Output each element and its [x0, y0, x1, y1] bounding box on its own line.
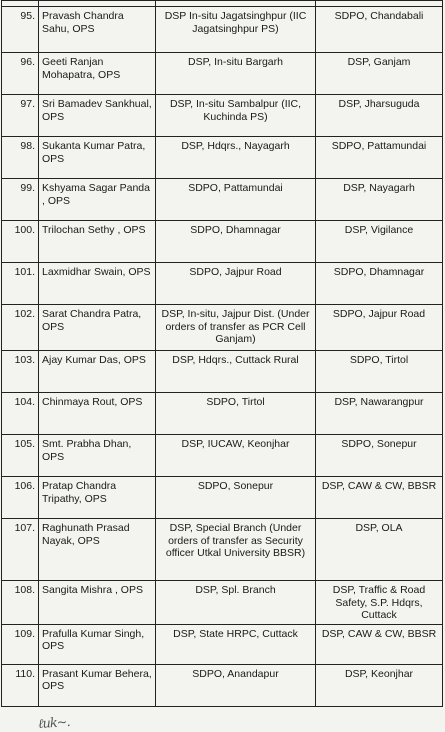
posted-from: DSP, In-situ, Jajpur Dist. (Under orders of transfer as PCR Cell Ganjam)	[156, 305, 316, 351]
officer-name: Pratap Chandra Tripathy, OPS	[39, 477, 156, 519]
posted-from: SDPO, Pattamundai	[156, 179, 316, 221]
officer-name: Prafulla Kumar Singh, OPS	[39, 624, 156, 664]
posted-to: SDPO, Pattamundai	[316, 137, 443, 179]
posted-from: DSP, IUCAW, Keonjhar	[156, 435, 316, 477]
officer-name: Ajay Kumar Das, OPS	[39, 351, 156, 393]
posted-to: SDPO, Jajpur Road	[316, 305, 443, 351]
officer-name: Raghunath Prasad Nayak, OPS	[39, 519, 156, 581]
posted-from: SDPO, Dhamnagar	[156, 221, 316, 263]
officer-name: Sukanta Kumar Patra, OPS	[39, 137, 156, 179]
officer-name: Geeti Ranjan Mohapatra, OPS	[39, 53, 156, 95]
serial-number: 99.	[2, 179, 39, 221]
officer-name: Laxmidhar Swain, OPS	[39, 263, 156, 305]
officer-name: Sarat Chandra Patra, OPS	[39, 305, 156, 351]
officer-name: Prasant Kumar Behera, OPS	[39, 664, 156, 706]
posted-to: DSP, Ganjam	[316, 53, 443, 95]
serial-number: 98.	[2, 137, 39, 179]
serial-number: 104.	[2, 393, 39, 435]
handwritten-signature: ℓuk~.	[37, 714, 71, 732]
table-row	[2, 351, 443, 393]
table-row	[2, 624, 443, 664]
posted-to: SDPO, Chandabali	[316, 7, 443, 53]
table-row	[2, 435, 443, 477]
table-row	[2, 137, 443, 179]
table-row	[2, 477, 443, 519]
officer-name: Pravash Chandra Sahu, OPS	[39, 7, 156, 53]
table-row	[2, 519, 443, 581]
serial-number: 100.	[2, 221, 39, 263]
table-row	[2, 581, 443, 625]
officer-name: Sri Bamadev Sankhual, OPS	[39, 95, 156, 137]
posted-to: DSP, Nawarangpur	[316, 393, 443, 435]
officer-name: Smt. Prabha Dhan, OPS	[39, 435, 156, 477]
serial-number: 109.	[2, 624, 39, 664]
table-row	[2, 221, 443, 263]
posted-to: SDPO, Tirtol	[316, 351, 443, 393]
serial-number: 95.	[2, 7, 39, 53]
serial-number: 107.	[2, 519, 39, 581]
transfer-table	[1, 0, 443, 707]
posted-from: DSP, In-situ Sambalpur (IIC, Kuchinda PS)	[156, 95, 316, 137]
serial-number: 106.	[2, 477, 39, 519]
table-row	[2, 305, 443, 351]
serial-number: 101.	[2, 263, 39, 305]
table-row	[2, 664, 443, 706]
posted-from: DSP, Special Branch (Under orders of transfer as Security officer Utkal University BBSR)	[156, 519, 316, 581]
table-row	[2, 179, 443, 221]
serial-number: 97.	[2, 95, 39, 137]
posted-to: DSP, Nayagarh	[316, 179, 443, 221]
posted-from: DSP, Hdqrs., Nayagarh	[156, 137, 316, 179]
posted-from: DSP, State HRPC, Cuttack	[156, 624, 316, 664]
serial-number: 103.	[2, 351, 39, 393]
officer-name: Kshyama Sagar Panda , OPS	[39, 179, 156, 221]
posted-from: DSP In-situ Jagatsinghpur (IIC Jagatsinghpur PS)	[156, 7, 316, 53]
table-row	[2, 263, 443, 305]
posted-to: DSP, CAW & CW, BBSR	[316, 624, 443, 664]
posted-from: DSP, Hdqrs., Cuttack Rural	[156, 351, 316, 393]
serial-number: 96.	[2, 53, 39, 95]
officer-name: Chinmaya Rout, OPS	[39, 393, 156, 435]
serial-number: 110.	[2, 664, 39, 706]
posted-to: DSP, CAW & CW, BBSR	[316, 477, 443, 519]
posted-from: SDPO, Anandapur	[156, 664, 316, 706]
posted-to: DSP, Jharsuguda	[316, 95, 443, 137]
serial-number: 105.	[2, 435, 39, 477]
posted-from: SDPO, Sonepur	[156, 477, 316, 519]
posted-from: SDPO, Tirtol	[156, 393, 316, 435]
posted-from: DSP, In-situ Bargarh	[156, 53, 316, 95]
table-row	[2, 95, 443, 137]
posted-to: DSP, Vigilance	[316, 221, 443, 263]
posted-from: DSP, Spl. Branch	[156, 581, 316, 625]
serial-number: 102.	[2, 305, 39, 351]
table-row	[2, 393, 443, 435]
posted-to: DSP, Keonjhar	[316, 664, 443, 706]
officer-name: Sangita Mishra , OPS	[39, 581, 156, 625]
posted-to: DSP, Traffic & Road Safety, S.P. Hdqrs, Cuttack	[316, 581, 443, 625]
posted-to: SDPO, Sonepur	[316, 435, 443, 477]
table-row	[2, 53, 443, 95]
serial-number: 108.	[2, 581, 39, 625]
posted-to: SDPO, Dhamnagar	[316, 263, 443, 305]
posted-to: DSP, OLA	[316, 519, 443, 581]
posted-from: SDPO, Jajpur Road	[156, 263, 316, 305]
officer-name: Trilochan Sethy , OPS	[39, 221, 156, 263]
table-row	[2, 7, 443, 53]
